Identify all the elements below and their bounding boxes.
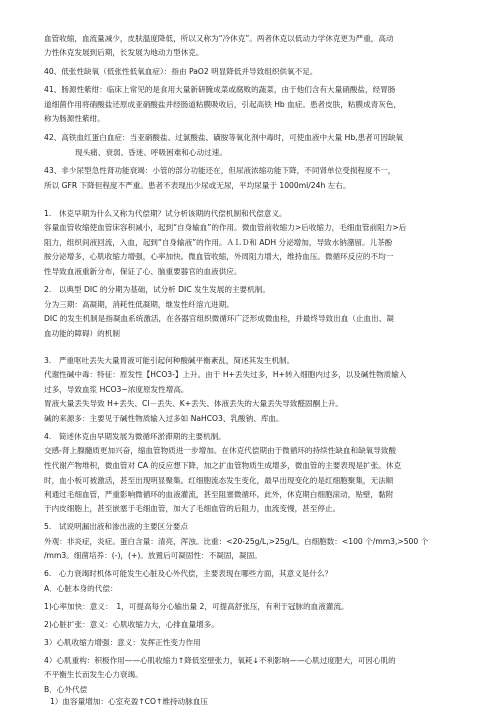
question-heading: 2. 以典型 DIC 的分期为基础，试分析 DIC 发生发展的主要机制。 <box>44 285 270 294</box>
text-line: 41、肠源性紫绀：临床上常见的是食用大量新研腌成菜或腐败的蔬菜，由于他们含有大量硝酸盐，经胃肠 <box>44 85 396 94</box>
text-line: 时，血小板可被激活，甚至出现明显聚集。红细胞流态发生变化，最早出现变化的是红细胞聚集，无法顺 <box>44 476 394 485</box>
text-line: A．心脏本身的代偿： <box>44 584 118 593</box>
text-line: 道细菌作用将硝酸盐还原成亚硝酸盐并经肠道粘膜吸收后，引起高铁 Hb 血症。患者皮肤，粘膜成青灰色， <box>44 100 402 109</box>
text-line: DIC 的发生机制是指凝血系统激活，在各器官组织微循环广泛形成微血栓，并最终导致出血（止血出、凝 <box>44 314 394 323</box>
text-line: 胺分泌增多，心肌收缩力增强，心率加快。微血管收缩，外周阻力增大，维持血压。微循环反应的不均一 <box>44 252 394 261</box>
text-line: /mm3。细菌培养：(-)，(+)。放置后可凝固性：不凝固，凝固。 <box>44 551 262 560</box>
text-line: 交感-肾上腺髓质更加兴奋，缩血管物质进一步增加。在休克代偿期由于微循环的持续性缺血和缺氧导致酸 <box>44 446 397 455</box>
text-line: 43、非少尿型急性肾功能衰竭：小管的部分功能还在，但尿液浓缩功能下降，不同肾单位受损程度不一， <box>44 166 396 175</box>
question-heading: 4. 简述休克由早期发展为微循环淤滞期的主要机制。 <box>44 432 226 441</box>
text-line: 胃液大量丢失导致 H+丢失、Cl－丢失、K+丢失、体液丢失的大量丢失导致醛固酮上升。 <box>44 399 344 408</box>
text-line: 血管收缩，血流量减少，皮肤温度降低，所以又称为“冷休克”。两者休克以低动力学休克更为严重，高动 <box>44 34 394 43</box>
text-line: 利通过毛细血管，严重影响微循环的血液灌流，甚至阻塞微循环。此外，休克期白细胞滚动，贴壁，黏附 <box>44 490 394 499</box>
text-line: 1)心率加快：意义： 1，可提高每分心输出量 2，可提高舒张压，有利于冠脉的血液灌流。 <box>44 602 349 611</box>
text-line: 过多，导致血浆 HCO3−浓度原发性增高。 <box>44 385 189 394</box>
text-line: 42、高铁血红蛋白血症：当亚硝酸盐、过氯酸盐、磺胺等氧化剂中毒时，可使血液中大量 Hb,患者可因缺氧 <box>44 133 404 142</box>
text-line: 40、低张性缺氧（低张性低氧血症）：指由 PaO2 明显降低并导致组织供氧不足。 <box>44 67 318 76</box>
text-line: 容量血管收缩使血管床容积减小，起到“自身输血”的作用。微血管前收缩力>后收缩力，毛细血管前阻力>后 <box>44 223 407 232</box>
question-heading: 5. 试说明漏出液和渗出液的主要区分要点 <box>44 522 188 531</box>
text-line: 称为肠源性紫绀。 <box>44 114 105 123</box>
text-line: 4）心肌重构：积极作用——心肌收缩力↑降低室壁张力，氧耗↓不利影响——心肌过度肥大，可因心肌的 <box>44 656 396 665</box>
text-line: B．心外代偿 <box>44 685 88 694</box>
text-line: 代谢性碱中毒：特征：原发性【HCO3-】上升。由于 H+丢失过多，H+转入细胞内过多，以及碱性物质输入 <box>44 370 407 379</box>
text-line: 不平衡生长而发生心力衰竭。 <box>44 670 143 679</box>
question-heading: 1. 休克早期为什么又称为代偿期？试分析该期的代偿机制和代偿意义。 <box>44 209 287 218</box>
text-line: 外观：非炎症，炎症。蛋白含量：清亮，浑浊。比重：<20-25g/L,>25g/L。白细胞数：<100 个/mm3,>500 个 <box>44 537 429 546</box>
text-line: 现头痛、衰弱、昏迷、呼吸困难和心动过速。 <box>75 148 227 157</box>
question-heading: 3. 严重呕吐丢失大量胃液可能引起何种酸碱平衡紊乱，简述其发生机制。 <box>44 356 295 365</box>
text-line: 2)心脏扩张：意义：心肌收缩力大，心排血量增多。 <box>44 620 219 629</box>
question-heading: 6. 心力衰竭时机体可能发生心脏及心外代偿，主要表现在哪些方面，其意义是什么？ <box>44 569 333 578</box>
text-line: 阻力，组织间液回流，入血，起到“自身输液”的作用。ＡＬＤ和 ADH 分泌增加，导致水钠潴留。儿茶酚 <box>44 238 393 247</box>
text-line: 血功能的障碍）的机制 <box>44 329 120 338</box>
text-line: 性导致血液重新分布，保证了心、脑重要器官的血液供应。 <box>44 267 242 276</box>
text-line: 分为三期：高凝期，消耗性低凝期，继发性纤溶亢进期。 <box>44 300 234 309</box>
text-line: 所以 GFR 下降但程度不严重。患者不表现出少尿或无尿，平均尿量于 1000ml/24h 左右。 <box>44 181 351 190</box>
text-line: 碱的来源多：主要见于碱性物质输入过多如 NaHCO3、乳酸钠、库血。 <box>44 414 284 423</box>
text-line: 3）心肌收缩力增强：意义：发挥正性变力作用 <box>44 638 201 647</box>
text-line: 1）血容量增加：心室充盈↑CO↑维持动脉血压 <box>50 697 208 706</box>
text-line: 性代谢产物堆积，微血管对 CA 的反应想下降，加之扩血管物质生成增多，微血管的主要表现是扩张。休克 <box>44 461 402 470</box>
text-line: 力性休克发展到后期，长发展为地动力型休克。 <box>44 48 204 57</box>
text-line: 于内皮细胞上，甚至嵌塞于毛细血管，加大了毛细血管的后阻力，血流变慢，甚至停止。 <box>44 504 341 513</box>
